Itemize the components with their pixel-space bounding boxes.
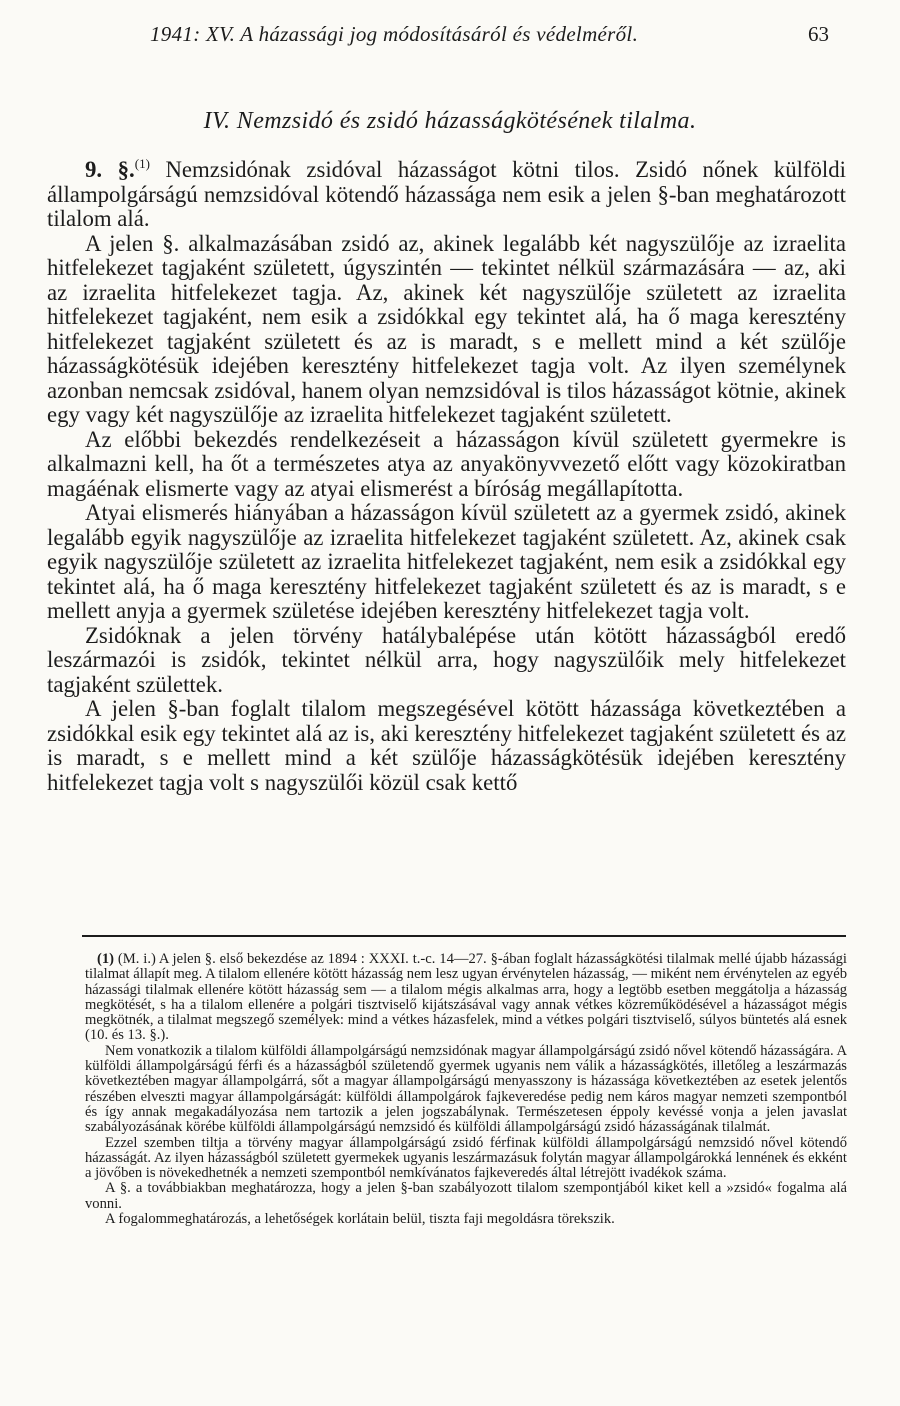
- section-paragraph: Atyai elismerés hiányában a házasságon kívül született az a gyermek zsidó, akinek legalább egyik nagyszülője az izraelita hitfelekezet tagjaként született. Az, akinek csak egyik nagyszülője született az izraelita hitfelekezet tagjaként, nem esik a zsidókkal egy tekintet alá, ha ő maga keresztény hitfelekezet tagjaként született és az is maradt, s e mellett anyja a gyermek születése idejében keresztény hitfelekezet tagja volt.: [47, 500, 846, 623]
- section-paragraph: A jelen §. alkalmazásában zsidó az, akinek legalább két nagyszülője az izraelita hitfelekezet tagjaként született, úgyszintén — tekintet nélkül származására — az, aki az izraelita hitfelekezet tagja. Az, akinek két nagyszülője született az izraelita hitfelekezet tagjaként, nem esik a zsidókkal egy tekintet alá, ha ő maga keresztény hitfelekezet tagjaként született és az is maradt, s e mellett mind a két szülője házasságkötésük idejében keresztény hitfelekezet tagja volt. Az ilyen személynek azonban nemcsak zsidóval, hanem olyan nemzsidóval is tilos házasságot kötnie, akinek egy vagy két nagyszülője az izraelita hitfelekezet tagjaként született.: [47, 230, 846, 427]
- section-paragraph: A jelen §-ban foglalt tilalom megszegésével kötött házassága következtében a zsidókkal esik egy tekintet alá az is, aki keresztény hitfelekezet tagjaként született és az is maradt, s e mellett mind a két szülője házasságkötésük idejében keresztény hitfelekezet tagja volt s nagyszülői közül csak kettő: [47, 696, 846, 795]
- footnote-divider: [82, 935, 846, 937]
- footnote-paragraph: A fogalommeghatározás, a lehetőségek korlátain belül, tiszta faji megoldásra törekszik.: [105, 1211, 615, 1228]
- footnote-paragraph: A §. a továbbiakban meghatározza, hogy a jelen §-ban szabályozott tilalom szempontjából kiket kell a »zsidó« fogalma alá vonni.: [85, 1180, 847, 1212]
- page-number: 63: [808, 22, 829, 46]
- section-mark: 9. §.: [85, 157, 135, 182]
- footnote-paragraph: [85, 952, 847, 1044]
- section-title: IV. Nemzsidó és zsidó házasságkötésének tilalma.: [203, 108, 697, 134]
- section-paragraph: [47, 152, 846, 232]
- footnote-paragraph: Nem vonatkozik a tilalom külföldi állampolgárságú nemzsidónak magyar állampolgárságú zsidó nővel kötendő házasságára. A külföldi állampolgárságú férfi és a házasságból születendő gyermek ugyanis nem válik a házasságkötés, illetőleg a leszármazás következtében magyar állampolgárrá, sőt a magyar állampolgárságú menyasszony is házassága következtében az esetek jelentős részében elveszti magyar állampolgárságát: külföldi állampolgárok fajkeveredése pedig nem káros magyar nemzeti szempontból és így annak megakadályozása nem tartozik a jelen jogszabálynak. Természetesen éppoly kevéssé vonja a jelen javaslat szabályozásának körébe külföldi állampolgárságú nemzsidó és külföldi állampolgárságú zsidó házasságának tilalmát.: [85, 1042, 847, 1136]
- footnote-number: (1): [97, 951, 115, 967]
- running-header: 1941: XV. A házassági jog módosításáról és védelméről.: [150, 22, 639, 46]
- footnote-reference[interactable]: (1): [134, 156, 150, 171]
- section-paragraph: Zsidóknak a jelen törvény hatálybalépése után kötött házasságból eredő leszármazói is zsidók, tekintet nélkül arra, hogy nagyszülőik mely hitfelekezet tagjaként születtek.: [47, 622, 846, 697]
- footnotes: [85, 952, 847, 1227]
- footnote-text: (M. i.) A jelen §. első bekezdése az 1894 : XXXI. t.-c. 14—27. §-ában foglalt házasságkötési tilalmak mellé újabb házassági tilalmat állapít meg. A tilalom ellenére kötött házasság nem lesz ugyan érvénytelen házasság, — miként nem érvénytelen az egyéb házassági tilalmak ellenére kötött házasság sem — a tilalom mégis alkalmas arra, hogy a legtöbb esetben meggátolja a házasság megkötését, s ha a tilalom ellenére a polgári tisztviselő kijátszásával vagy annak vétkes közreműködésével a házasságot mégis megkötnék, a tilalmat megszegő személyek: mind a vétkes házasfelek, mind a vétkes polgári tisztviselő, súlyos büntetés alá esnek (10. és 13. §.).: [85, 951, 847, 1044]
- footnote-paragraph: Ezzel szemben tiltja a törvény magyar állampolgárságú zsidó férfinak külföldi állampolgárságú nemzsidó nővel kötendő házasságát. Az ilyen házasságból született gyermekek ugyanis leszármazásuk folytán magyar állampolgárokká lennének és ekként a jövőben is növekedhetnék a nemzeti szempontból nemkívánatos fajkeveredés által létrejött ivadékok száma.: [85, 1134, 847, 1182]
- section-text: Nemzsidónak zsidóval házasságot kötni tilos. Zsidó nőnek külföldi állampolgárságú nemzsidóval kötendő házassága nem esik a jelen §-ban meghatározott tilalom alá.: [47, 157, 846, 231]
- section-paragraph: Az előbbi bekezdés rendelkezéseit a házasságon kívül született gyermekre is alkalmazni kell, ha őt a természetes atya az anyakönyvvezető előtt vagy közokiratban magáénak elismerte vagy az atyai elismerést a bíróság megállapította.: [47, 426, 846, 501]
- section-body: [47, 152, 846, 795]
